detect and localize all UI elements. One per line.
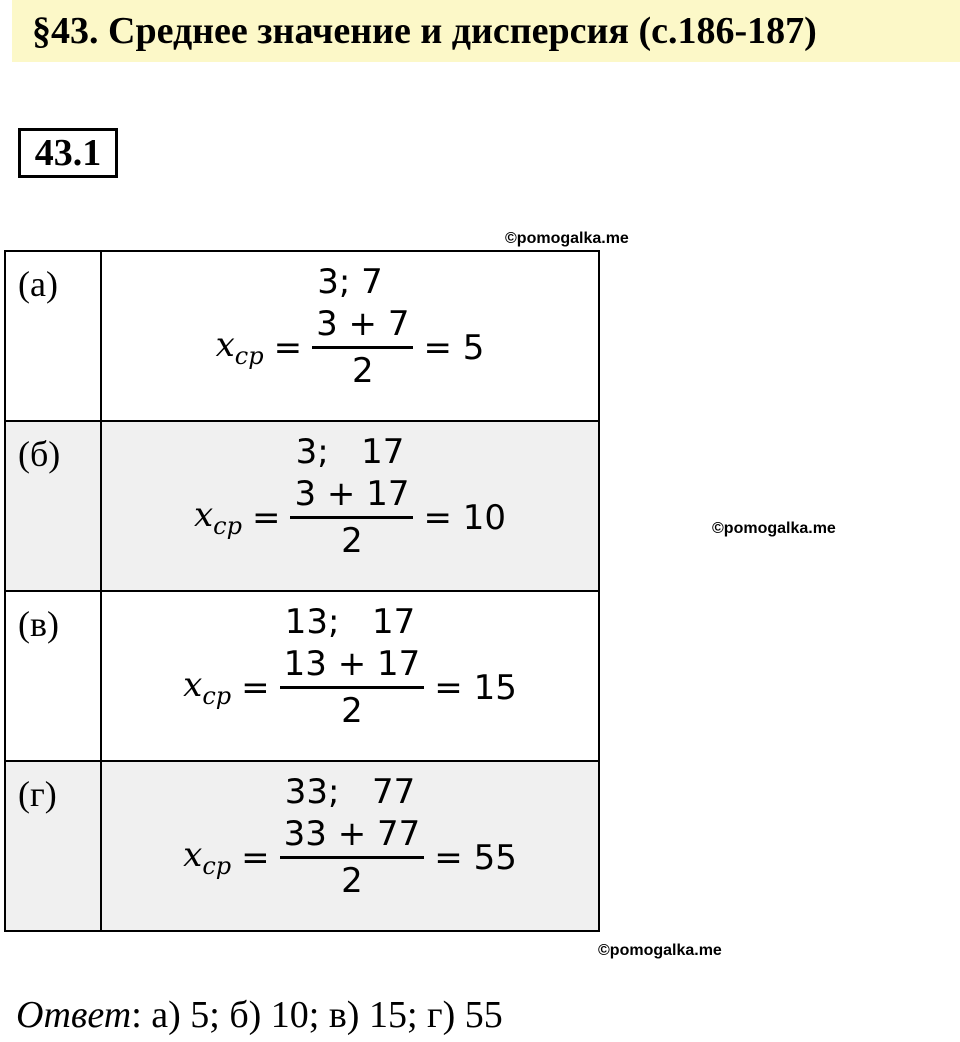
answer-label: Ответ: [16, 994, 132, 1036]
mean-variable: $x_{ср}$: [193, 495, 242, 540]
table-row: [5, 761, 599, 931]
table-row: [5, 251, 599, 421]
numbers-line: 33; 77: [284, 772, 416, 812]
fraction: [280, 644, 425, 731]
mean-variable: $x_{ср}$: [183, 835, 232, 880]
mean-formula: [216, 304, 485, 391]
numbers-line: 13; 17: [284, 602, 416, 642]
mean-variable: $x_{ср}$: [183, 665, 232, 710]
fraction-denominator: 2: [341, 861, 363, 901]
mean-formula: [183, 814, 517, 901]
fraction-denominator: 2: [351, 351, 374, 391]
mean-formula: [194, 474, 506, 561]
math-cell: [101, 591, 599, 761]
table-row: [5, 591, 599, 761]
fraction: [280, 814, 425, 901]
fraction: [290, 474, 413, 561]
mean-formula: [183, 644, 517, 731]
equals-sign: =: [241, 667, 270, 708]
equals-sign: =: [241, 837, 270, 878]
formula-result: = 5: [423, 327, 485, 368]
math-cell: [101, 251, 599, 421]
watermark: ©pomogalka.me: [598, 942, 722, 959]
fraction-denominator: 2: [341, 521, 363, 561]
mean-variable: $x_{ср}$: [215, 325, 264, 370]
answer-text: : а) 5; б) 10; в) 15; г) 55: [131, 994, 503, 1036]
formula-result: = 55: [434, 837, 517, 878]
page-title: §43. Среднее значение и дисперсия (с.186-187): [32, 10, 817, 52]
row-label: (б): [5, 421, 101, 591]
watermark: ©pomogalka.me: [505, 230, 629, 247]
watermark: ©pomogalka.me: [712, 520, 836, 537]
row-label: (в): [5, 591, 101, 761]
equals-sign: =: [273, 327, 303, 368]
fraction-denominator: 2: [341, 691, 363, 731]
formula-result: = 15: [434, 667, 517, 708]
math-cell: [101, 421, 599, 591]
solution-table: [4, 250, 600, 932]
formula-result: = 10: [423, 497, 507, 538]
fraction-numerator: 3 + 17: [290, 474, 413, 519]
math-cell: [101, 761, 599, 931]
row-label: (г): [5, 761, 101, 931]
answer-line: [16, 990, 503, 1040]
fraction-numerator: 3 + 7: [312, 304, 413, 349]
fraction-numerator: 13 + 17: [280, 644, 425, 689]
fraction: [312, 304, 413, 391]
equals-sign: =: [251, 497, 281, 538]
table-row: [5, 421, 599, 591]
numbers-line: 3; 7: [317, 262, 383, 302]
task-number: 43.1: [18, 128, 118, 178]
row-label: (а): [5, 251, 101, 421]
fraction-numerator: 33 + 77: [280, 814, 425, 859]
header-bar: [12, 0, 960, 62]
numbers-line: 3; 17: [295, 432, 405, 472]
